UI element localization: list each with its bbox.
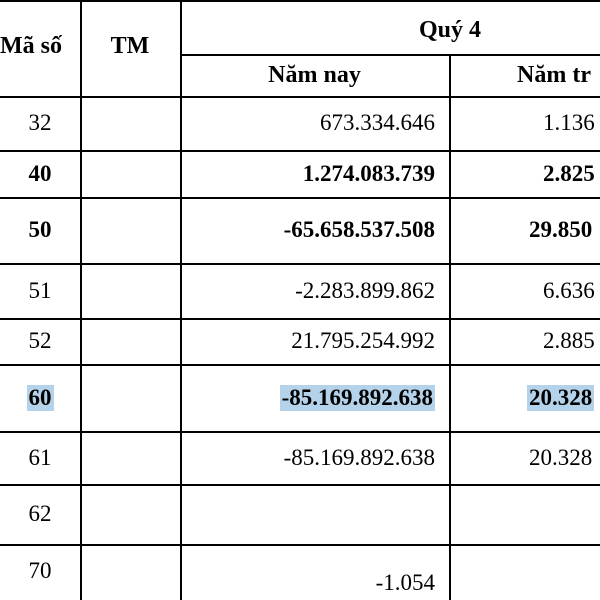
header-current-year: Năm nay bbox=[268, 61, 361, 88]
header-previous-year: Năm tr bbox=[517, 61, 591, 88]
row-previous-value: 2.885 bbox=[543, 328, 595, 353]
row-code: 70 bbox=[28, 558, 52, 583]
highlighted-previous-value: 20.328 bbox=[529, 384, 593, 410]
row-current-value bbox=[180, 364, 449, 431]
row-code: 62 bbox=[28, 501, 52, 526]
row-current-value: 1.274.083.739 bbox=[302, 160, 435, 186]
row-current-value: -2.283.899.862 bbox=[295, 277, 435, 303]
row-current-value: -85.169.892.638 bbox=[283, 444, 435, 470]
row-code: 50 bbox=[28, 217, 52, 242]
header-tm: TM bbox=[110, 32, 150, 59]
row-previous-value: 2.825 bbox=[543, 160, 595, 186]
header-quarter: Quý 4 bbox=[418, 16, 481, 43]
row-code: 61 bbox=[28, 444, 52, 470]
row-code bbox=[0, 364, 80, 431]
row-current-value: 21.795.254.992 bbox=[291, 328, 435, 353]
row-code: 52 bbox=[28, 328, 52, 353]
row-previous-value: 6.636 bbox=[543, 277, 595, 303]
header-ma-so: Mã số bbox=[0, 32, 62, 59]
row-previous-value bbox=[449, 544, 600, 600]
highlighted-current-value: -85.169.892.638 bbox=[281, 384, 433, 410]
row-previous-value: 20.328 bbox=[529, 444, 593, 470]
row-previous-value: 1.136 bbox=[543, 110, 595, 135]
row-previous-value bbox=[449, 484, 600, 544]
row-previous-value bbox=[449, 364, 600, 431]
row-code: 51 bbox=[28, 277, 52, 303]
row-current-value: -65.658.537.508 bbox=[283, 217, 435, 242]
highlighted-code: 60 bbox=[28, 384, 52, 410]
row-current-value bbox=[180, 484, 449, 544]
row-previous-value: 29.850 bbox=[529, 217, 593, 242]
row-code: 40 bbox=[28, 160, 52, 186]
row-current-value: -1.054 bbox=[375, 570, 435, 595]
row-code: 32 bbox=[28, 110, 52, 135]
row-current-value: 673.334.646 bbox=[320, 110, 435, 135]
